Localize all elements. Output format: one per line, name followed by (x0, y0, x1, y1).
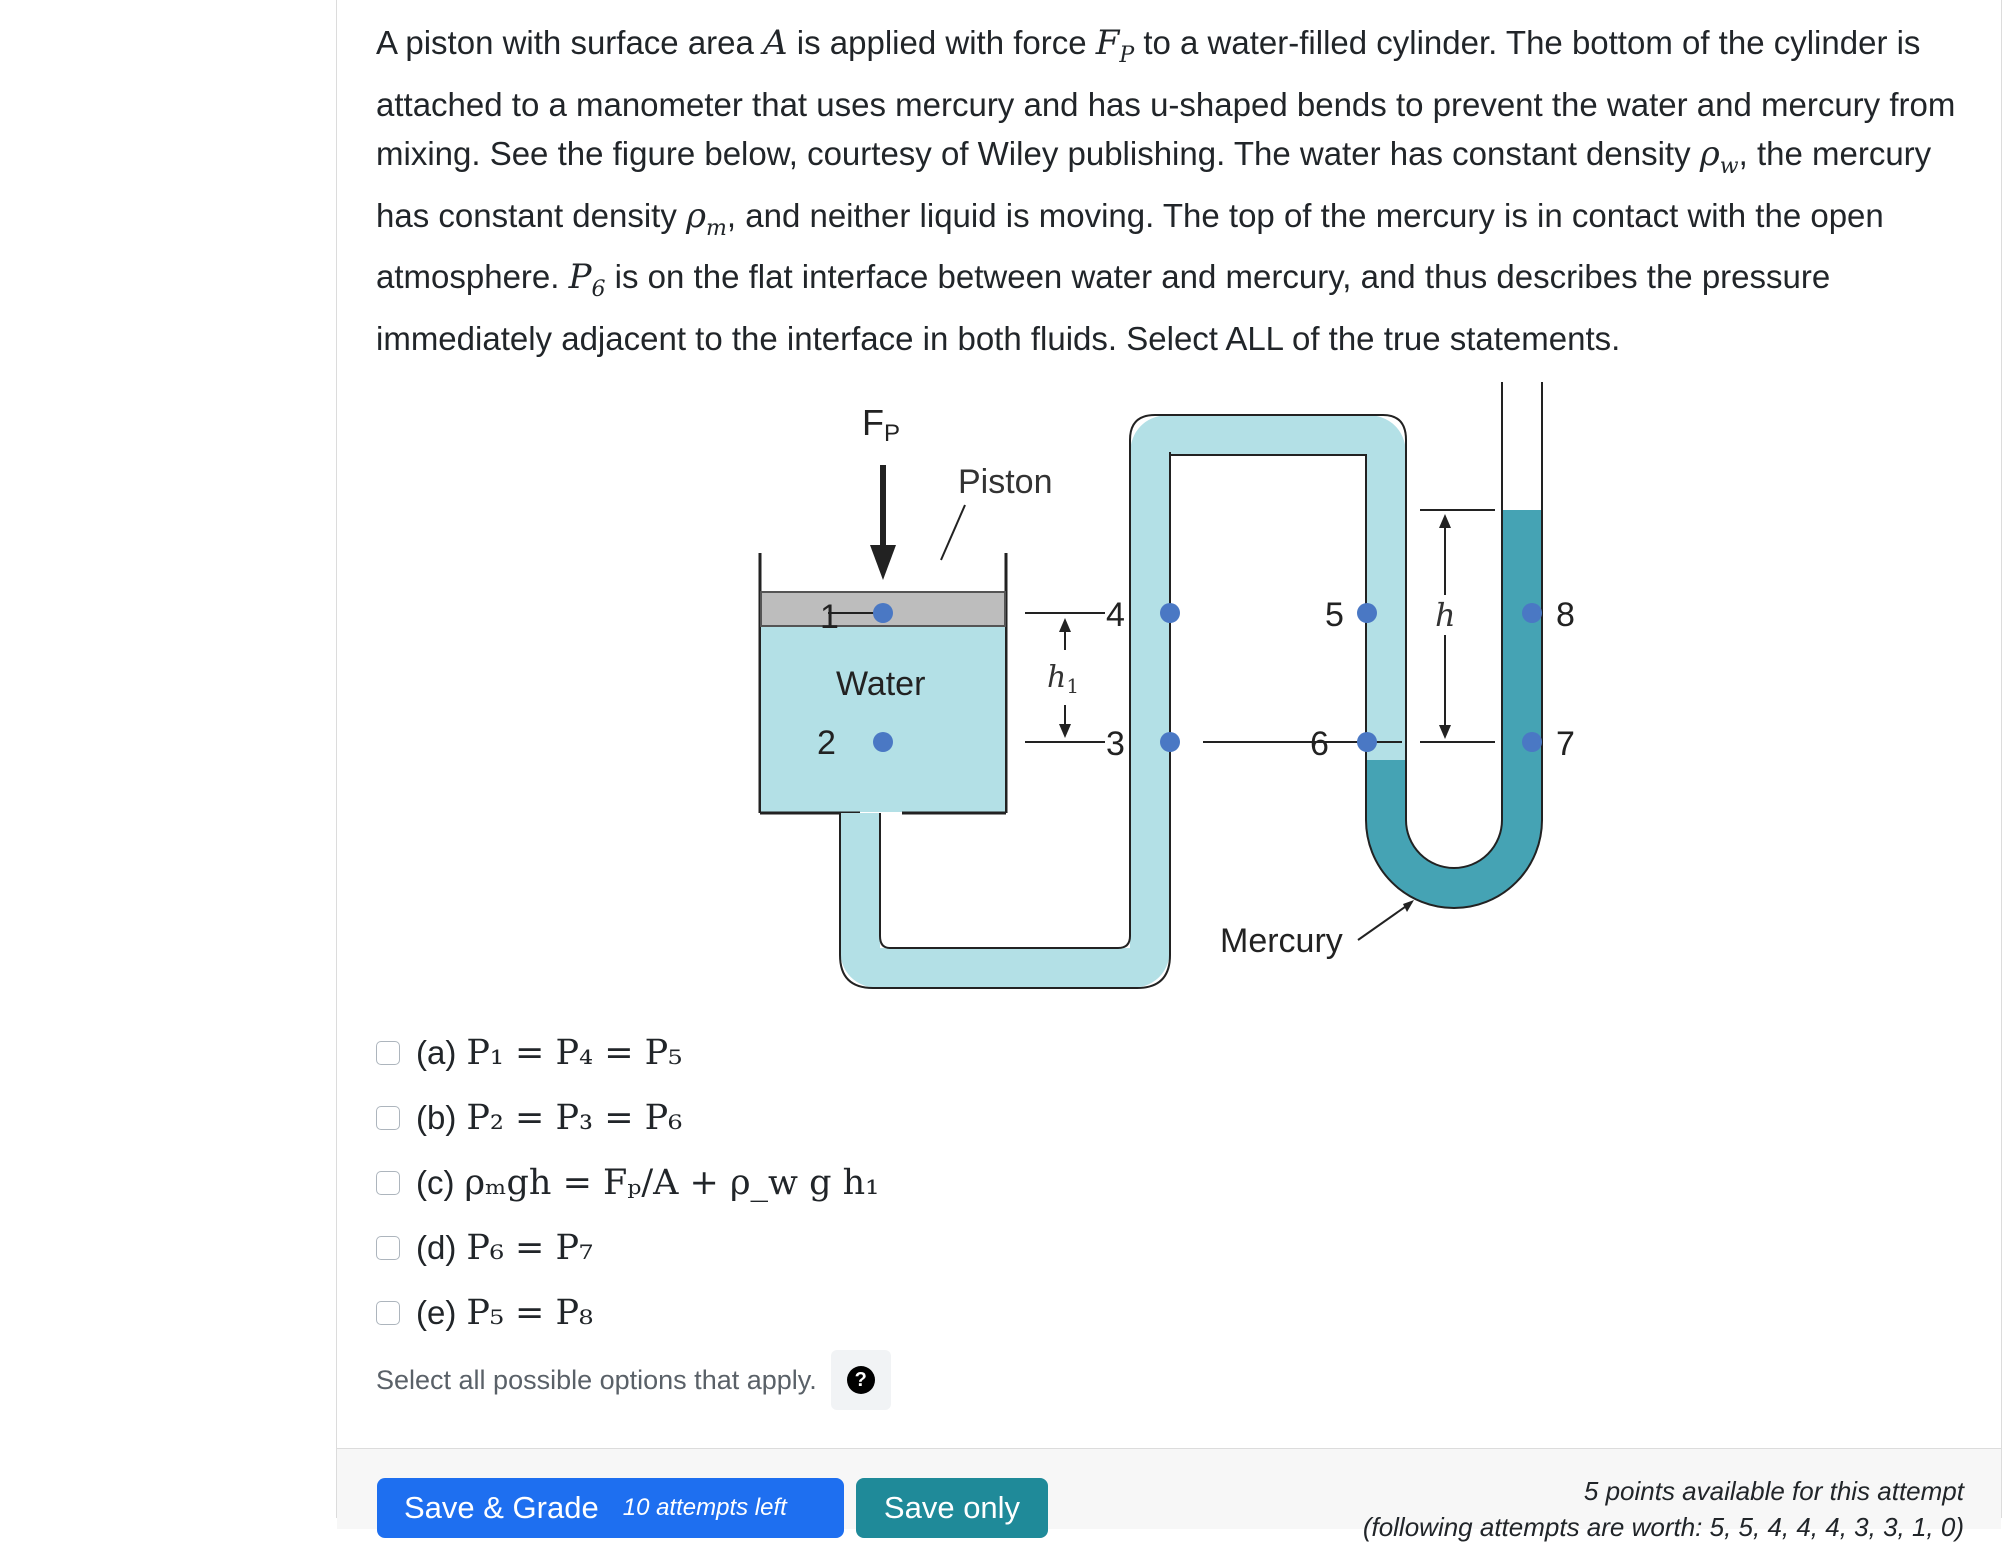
point-6 (1357, 732, 1377, 752)
option-b[interactable]: (b) P₂ = P₃ = P₆ (376, 1085, 879, 1150)
svg-text:3: 3 (1106, 725, 1125, 763)
question-mark-icon: ? (847, 1366, 875, 1394)
point-1 (873, 603, 893, 623)
option-b-expr: P₂ = P₃ = P₆ (466, 1097, 683, 1138)
point-7 (1522, 732, 1542, 752)
option-a[interactable]: (a) P₁ = P₄ = P₅ (376, 1020, 879, 1085)
option-c-checkbox[interactable] (376, 1171, 400, 1195)
points-detail: (following attempts are worth: 5, 5, 4, 4, 4, 3, 3, 1, 0) (1362, 1512, 1964, 1542)
h1-label: $h_1$ (1047, 660, 1080, 698)
points-available: 5 points available for this attempt (1583, 1476, 1964, 1506)
point-8 (1522, 603, 1542, 623)
answer-options (376, 1020, 879, 1345)
option-d[interactable]: (d) P₆ = P₇ (376, 1215, 879, 1280)
option-e-checkbox[interactable] (376, 1301, 400, 1325)
water-label: Water (836, 665, 926, 703)
svg-text:8: 8 (1556, 596, 1575, 634)
option-a-checkbox[interactable] (376, 1041, 400, 1065)
option-e-expr: P₅ = P₈ (466, 1292, 594, 1333)
option-c-expr: ρₘgh = Fₚ/A + ρ_w g h₁ (464, 1162, 880, 1203)
save-only-button[interactable]: Save only (856, 1478, 1048, 1538)
option-d-checkbox[interactable] (376, 1236, 400, 1260)
svg-text:2: 2 (817, 724, 836, 762)
mercury-label: Mercury (1220, 922, 1343, 960)
svg-text:7: 7 (1556, 725, 1575, 763)
point-5 (1357, 603, 1377, 623)
svg-text:5: 5 (1325, 596, 1344, 634)
question-text: A piston with surface area A is applied with force $F_P$ to a water-filled cylinder. The bottom of the cylinder is attached to a manometer that uses mercury and has u-shaped bends to prevent the water and mercury from mixing. See the figure below, courtesy of Wiley publishing. The water has constant density $\rho_w$, the mercury has constant density $\rho_m$, and neither liquid is moving. The top of the mercury is in contact with the open atmosphere. $P_6$ is on the flat interface between water and mercury, and thus describes the pressure immediately adjacent to the interface in both fluids. Select ALL of the true statements. (376, 23, 1956, 358)
save-and-grade-button[interactable]: Save & Grade 10 attempts left (377, 1478, 844, 1538)
option-e[interactable]: (e) P₅ = P₈ (376, 1280, 879, 1345)
option-c[interactable]: (c) ρₘgh = Fₚ/A + ρ_w g h₁ (376, 1150, 879, 1215)
hint-row (376, 1350, 891, 1410)
option-a-expr: P₁ = P₄ = P₅ (466, 1032, 683, 1073)
hint-text: Select all possible options that apply. (376, 1364, 817, 1395)
fp-label: FP (862, 402, 901, 447)
svg-text:6: 6 (1310, 725, 1329, 763)
point-4 (1160, 603, 1180, 623)
manometer-figure (700, 370, 1600, 990)
svg-text:4: 4 (1106, 596, 1125, 634)
point-3 (1160, 732, 1180, 752)
svg-text:1: 1 (820, 598, 839, 636)
h-label: h (1435, 596, 1456, 634)
option-d-expr: P₆ = P₇ (466, 1227, 594, 1268)
piston-label: Piston (958, 463, 1053, 501)
option-b-checkbox[interactable] (376, 1106, 400, 1130)
help-button[interactable] (831, 1350, 891, 1410)
point-2 (873, 732, 893, 752)
attempts-left: 10 attempts left (622, 1494, 787, 1521)
